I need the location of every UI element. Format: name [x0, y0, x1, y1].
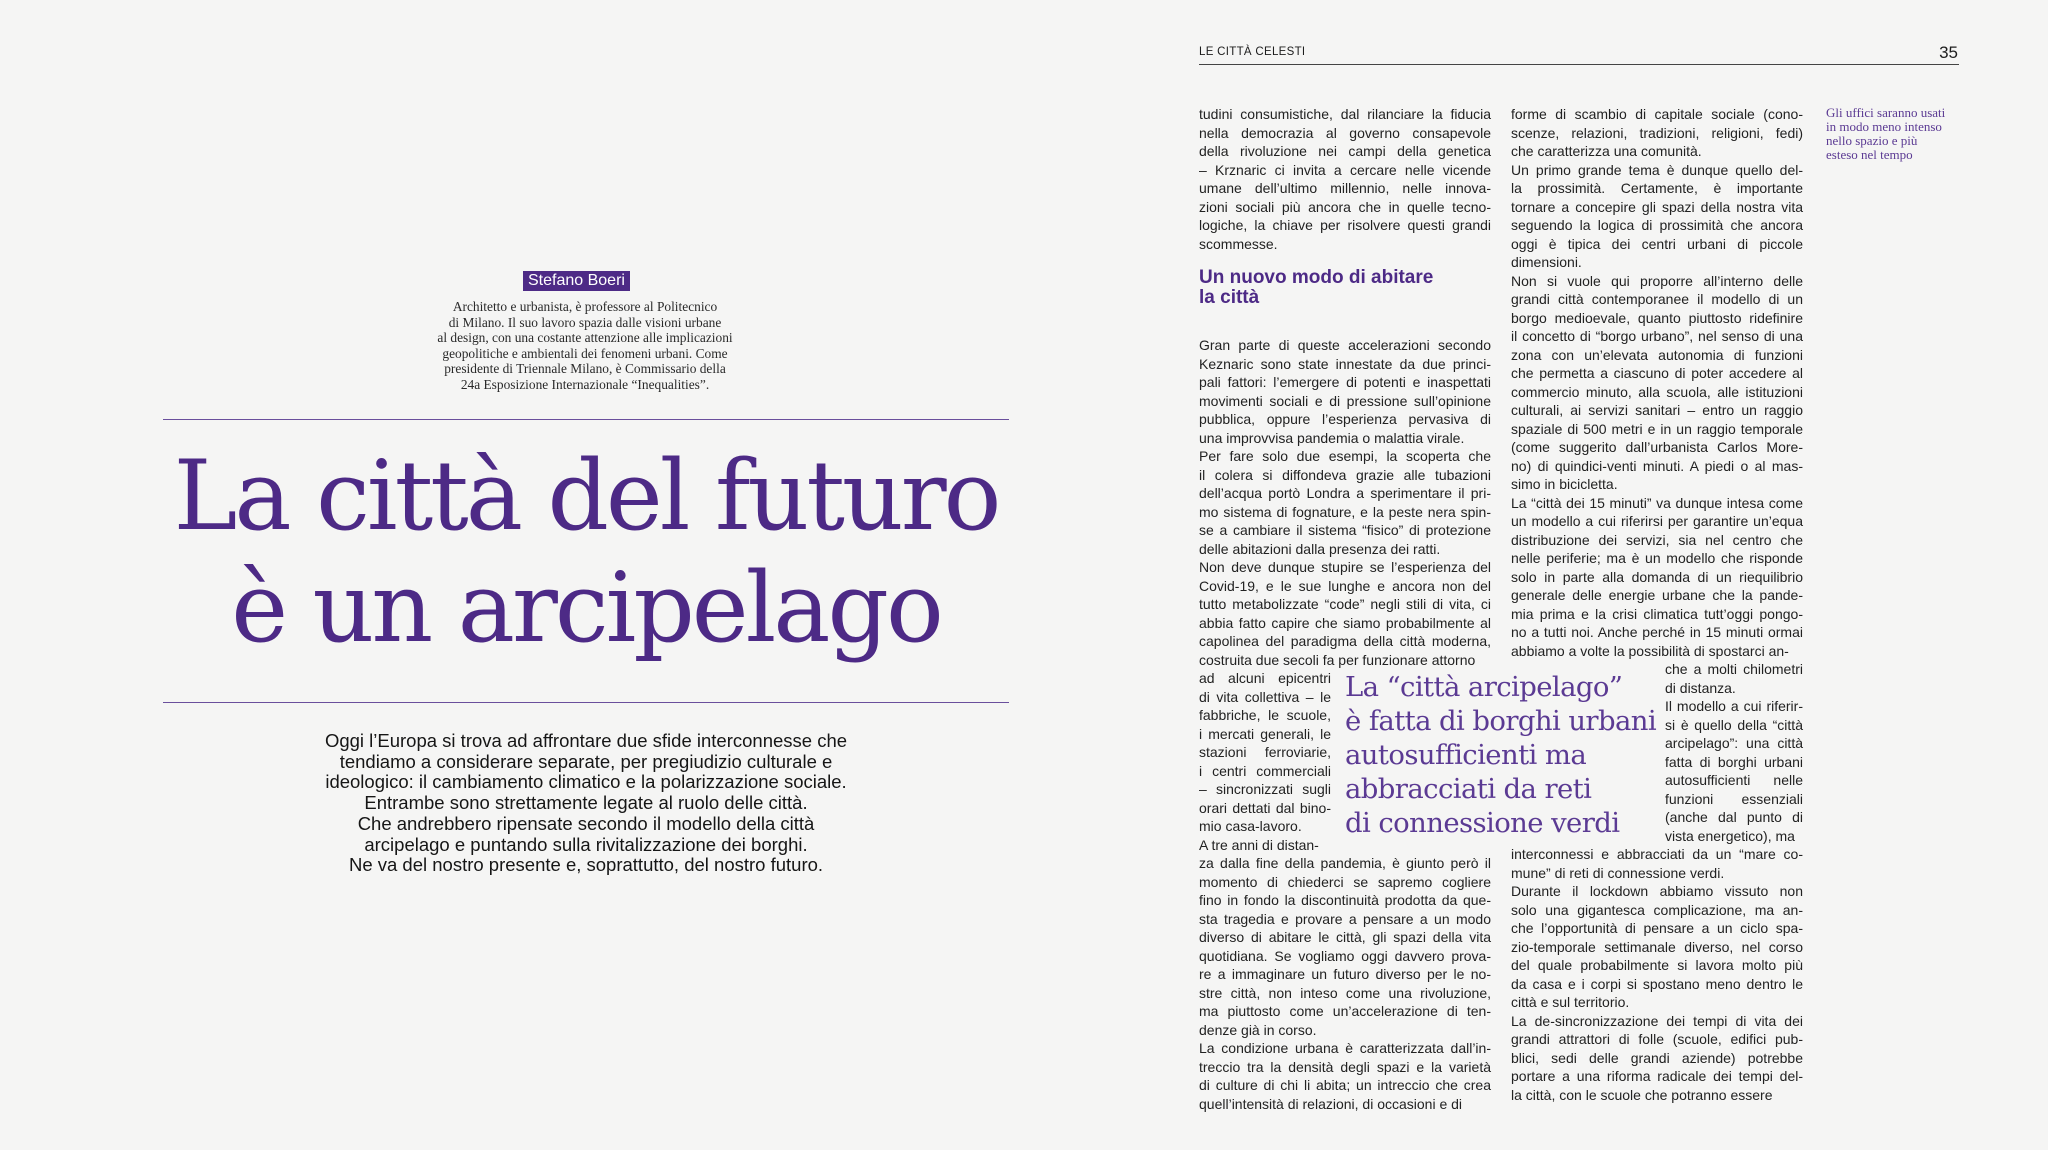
margin-note: [1826, 106, 1961, 162]
text-line: logiche, la chiave per risolvere questi grandi: [1199, 217, 1491, 233]
text-line: presidente di Triennale Milano, è Commissario della: [444, 361, 726, 376]
text-line: arcipelago”: una città: [1665, 735, 1803, 751]
text-line: momento di chiederci se sapremo cogliere: [1199, 873, 1491, 890]
text-line: mune” di reti di connessione verdi.: [1511, 864, 1725, 881]
col1-wrapped-text: [1199, 669, 1331, 854]
bottom-divider: [163, 702, 1009, 703]
text-line: denze già in corso.: [1199, 1021, 1317, 1038]
text-line: delle abitazioni dalla presenza dei ratti.: [1199, 540, 1441, 557]
col1-tail-text: [1199, 854, 1491, 1113]
pull-quote: [1345, 670, 1665, 840]
col2-tail-text: [1511, 845, 1803, 1104]
text-line: simo in bicicletta.: [1511, 476, 1618, 492]
text-line: il concetto di “borgo urbano”, nel senso di una: [1511, 328, 1803, 344]
text-line: di culture di chi li abita; un intreccio che crea: [1199, 1077, 1491, 1093]
text-line: La “città dei 15 minuti” va dunque intesa come: [1511, 494, 1803, 511]
text-line: da casa e i corpi si spostano meno dentro le: [1511, 975, 1803, 992]
text-line: zio-temporale settimanale diverso, nel corso: [1511, 938, 1803, 955]
text-line: della rivoluzione nei campi della genetica: [1199, 143, 1491, 159]
text-line: una improvvisa pandemia o malattia virale.: [1199, 429, 1465, 446]
text-line: no) di quindici-venti minuti. A piedi o al mas-: [1511, 457, 1803, 474]
text-line: è un arcipelago: [231, 552, 941, 664]
text-line: i mercati generali, le: [1199, 725, 1331, 742]
text-line: autosufficienti nelle: [1665, 772, 1803, 788]
author-name-tag: Stefano Boeri: [523, 271, 630, 291]
text-line: città e sul territorio.: [1511, 994, 1630, 1010]
text-line: ma piuttosto come un’accelerazione di ten-: [1199, 1003, 1491, 1019]
article-standfirst: [163, 731, 1009, 876]
text-line: ideologico: il cambiamento climatico e la polarizzazione sociale.: [325, 771, 847, 793]
text-line: fabbriche, le scuole,: [1199, 707, 1331, 723]
author-bio: [380, 299, 790, 392]
text-line: Covid-19, e le sue lunghe e ancora non del: [1199, 577, 1491, 594]
text-line: nella democrazia al governo consapevole: [1199, 124, 1491, 141]
text-line: sta tragedia e provare a pensare a un modo: [1199, 910, 1491, 927]
top-divider: [163, 419, 1009, 420]
text-line: al design, con una costante attenzione alle implicazioni: [437, 330, 733, 345]
text-line: Ne va del nostro presente e, soprattutto, del nostro futuro.: [348, 854, 824, 876]
text-line: autosufficienti ma: [1345, 739, 1587, 771]
text-line: Non si vuole qui proporre all’interno delle: [1511, 272, 1803, 289]
text-line: stre città, non inteso come una rivoluzione,: [1199, 984, 1491, 1001]
text-line: forme di scambio di capitale sociale (cono-: [1511, 106, 1803, 122]
text-line: i centri commerciali: [1199, 762, 1331, 779]
text-line: dimensioni.: [1511, 254, 1582, 270]
text-line: oggi è tipica dei centri urbani di piccole: [1511, 235, 1803, 252]
text-line: scommesse.: [1199, 235, 1278, 252]
text-line: ad alcuni epicentri: [1199, 670, 1331, 686]
text-line: dell’acqua portò Londra a sperimentare il pri-: [1199, 485, 1491, 501]
text-line: solo una gigantesca complicazione, ma an-: [1511, 901, 1803, 918]
text-line: interconnessi e abbracciati da un “mare co-: [1511, 846, 1803, 862]
text-line: nello spazio e più: [1826, 133, 1918, 148]
text-line: orari dettati dal bino-: [1199, 799, 1331, 816]
text-line: abbracciati da reti: [1345, 773, 1592, 805]
text-line: La condizione urbana è caratterizzata dall’in-: [1199, 1040, 1491, 1056]
text-line: zona con un’elevata autonomia di funzioni: [1511, 346, 1803, 363]
text-line: diverso di abitare le città, gli spazi della vita: [1199, 929, 1491, 945]
text-line: che a molti chilometri: [1665, 661, 1803, 677]
text-line: la città, con le scuole che potranno essere: [1511, 1086, 1773, 1103]
text-line: portare a una riforma radicale dei tempi del-: [1511, 1068, 1803, 1084]
text-line: grandi attrattori di folle (scuole, edifici pub-: [1511, 1031, 1803, 1047]
text-line: no a tutti noi. Anche perché in 15 minuti ormai: [1511, 624, 1803, 640]
text-line: è fatta di borghi urbani: [1345, 705, 1657, 737]
text-line: quotidiana. Se vogliamo oggi davvero prova-: [1199, 947, 1491, 964]
body-column-1: [1199, 105, 1491, 1113]
text-line: spaziale di 500 metri e in un raggio temporale: [1511, 420, 1803, 437]
text-line: nelle periferie; ma è un modello che risponde: [1511, 550, 1803, 566]
text-line: Oggi l’Europa si trova ad affrontare due sfide interconnesse che: [324, 730, 848, 751]
text-line: culturali, ai servizi sanitari – entro un raggio: [1511, 402, 1803, 418]
text-line: borgo medioevale, quanto piuttosto ridefinire: [1511, 309, 1803, 326]
text-line: blici, sedi delle grandi aziende) potrebbe: [1511, 1049, 1803, 1066]
text-line: di Milano. Il suo lavoro spazia dalle visioni urbane: [448, 314, 722, 330]
text-line: za dalla fine della pandemia, è giunto però il: [1199, 855, 1491, 871]
text-line: di connessione verdi: [1345, 807, 1620, 839]
body-column-2: [1511, 105, 1803, 1104]
text-line: movimenti sociali e di pressione sull’opinione: [1199, 392, 1491, 409]
text-line: Non deve dunque stupire se l’esperienza del: [1199, 559, 1491, 575]
text-line: Entrambe sono strettamente legate al ruolo delle città.: [364, 792, 808, 814]
text-line: il colera si diffondeva grazie alle tubazioni: [1199, 466, 1491, 483]
text-line: stazioni ferroviarie,: [1199, 744, 1331, 760]
text-line: vista energetico), ma: [1665, 827, 1795, 844]
text-line: A tre anni di distan-: [1199, 836, 1319, 853]
text-line: tendiamo a considerare separate, per pregiudizio culturale e: [339, 750, 833, 772]
text-line: (anche dal punto di: [1665, 809, 1803, 825]
text-line: La “città arcipelago”: [1345, 671, 1623, 703]
text-line: seguendo la logica di prossimità che ancora: [1511, 217, 1803, 233]
text-line: pubblica, oppure l’esperienza pervasiva di: [1199, 411, 1491, 427]
text-line: mio casa-lavoro.: [1199, 818, 1302, 834]
col2-wrapped-text: [1665, 660, 1803, 845]
col1-intro-text: [1199, 105, 1491, 253]
text-line: la città: [1199, 287, 1260, 308]
text-line: esteso nel tempo: [1826, 147, 1913, 162]
text-line: re a immaginare un futuro diverso per le no-: [1199, 966, 1491, 982]
text-line: generale delle energie urbane che la pande-: [1511, 587, 1803, 603]
text-line: la prossimità. Certamente, è importante: [1511, 180, 1803, 196]
text-line: (come suggerito dall’urbanista Carlos More-: [1511, 439, 1803, 455]
text-line: geopolitiche e ambientali dei fenomeni urbani. Come: [442, 345, 728, 361]
text-line: scenze, relazioni, tradizioni, religioni, fedi): [1511, 124, 1803, 141]
text-line: tutto metabolizzate “code” negli stili di vita, ci: [1199, 596, 1491, 612]
text-line: si è quello della “città: [1665, 716, 1803, 733]
text-line: 24a Esposizione Internazionale “Inequalities”.: [460, 376, 710, 392]
text-line: di distanza.: [1665, 679, 1736, 696]
text-line: treccio tra la densità degli spazi e la varietà: [1199, 1058, 1491, 1075]
text-line: – Krznaric ci invita a cercare nelle vicende: [1199, 161, 1491, 178]
text-line: pali fattori: l’emergere di potenti e inaspettati: [1199, 374, 1491, 390]
text-line: del quale probabilmente si lavora molto più: [1511, 957, 1803, 973]
text-line: Durante il lockdown abbiamo vissuto non: [1511, 883, 1803, 899]
text-line: Gran parte di queste accelerazioni secondo: [1199, 337, 1491, 353]
running-head: LE CITTÀ CELESTI: [1199, 46, 1306, 58]
text-line: Keznaric sono state innestate da due princi-: [1199, 355, 1491, 372]
text-line: Un primo grande tema è dunque quello del-: [1511, 161, 1803, 178]
text-line: che caratterizza una comunità.: [1511, 143, 1702, 159]
text-line: tornare a concepire gli spazi della nostra vita: [1511, 198, 1803, 215]
text-line: arcipelago e puntando sulla rivitalizzazione dei borghi.: [364, 833, 808, 855]
text-line: fatta di borghi urbani: [1665, 753, 1803, 770]
text-line: di vita collettiva – le: [1199, 688, 1331, 705]
text-line: quell’intensità di relazioni, di occasioni e di: [1199, 1095, 1463, 1112]
text-line: capolinea del paradigma della città moderna,: [1199, 633, 1491, 649]
text-line: abbiamo a volte la possibilità di spostarci an-: [1511, 642, 1789, 659]
text-line: se a cambiare il sistema “fisico” di protezione: [1199, 522, 1491, 538]
text-line: abbia fatto capire che siamo probabilmente al: [1199, 614, 1491, 631]
page-number: 35: [1939, 43, 1958, 62]
text-line: commercio minuto, alla scuola, alle istituzioni: [1511, 383, 1803, 400]
text-line: in modo meno intenso: [1826, 119, 1942, 134]
text-line: mia prima e la crisi climatica tutt’oggi pongo-: [1511, 605, 1803, 622]
text-line: Per fare solo due esempi, la scoperta che: [1199, 448, 1491, 464]
text-line: Il modello a cui riferir-: [1665, 698, 1803, 714]
text-line: La città del futuro: [173, 440, 999, 552]
text-line: umane dell’ultimo millennio, nelle innova-: [1199, 180, 1491, 196]
text-line: Architetto e urbanista, è professore al Politecnico: [452, 299, 718, 314]
text-line: Che andrebbero ripensate secondo il modello della città: [357, 812, 815, 834]
text-line: distribuzione dei servizi, sia nel centro che: [1511, 531, 1803, 548]
text-line: che permetta a ciascuno di poter accedere al: [1511, 365, 1803, 381]
article-headline: [163, 440, 1009, 664]
col1-body-text: [1199, 336, 1491, 669]
text-line: Un nuovo modo di abitare: [1199, 267, 1434, 288]
text-line: che l’opportunità di pensare a un ciclo spa-: [1511, 920, 1803, 936]
col2-top-text: [1511, 105, 1803, 660]
text-line: un modello a cui riferirsi per garantire un’equa: [1511, 513, 1803, 529]
text-line: fino in fondo la discontinuità prodotta da que-: [1199, 892, 1491, 908]
text-line: funzioni essenziali: [1665, 790, 1803, 807]
text-line: mo sistema di fognature, e la peste nera spin-: [1199, 503, 1491, 520]
text-line: tudini consumistiche, dal rilanciare la fiducia: [1199, 106, 1491, 122]
text-line: costruita due secoli fa per funzionare attorno: [1199, 651, 1476, 668]
text-line: La de-sincronizzazione dei tempi di vita dei: [1511, 1012, 1803, 1029]
text-line: – sincronizzati sugli: [1199, 781, 1331, 797]
text-line: zioni sociali più ancora che in quelle tecno-: [1199, 198, 1491, 215]
section-subhead: [1199, 268, 1491, 308]
text-line: Gli uffici saranno usati: [1826, 105, 1946, 120]
header-rule: [1199, 64, 1959, 65]
text-line: grandi città contemporanee il modello di un: [1511, 291, 1803, 307]
text-line: solo in parte alla domanda di un riequilibrio: [1511, 568, 1803, 585]
